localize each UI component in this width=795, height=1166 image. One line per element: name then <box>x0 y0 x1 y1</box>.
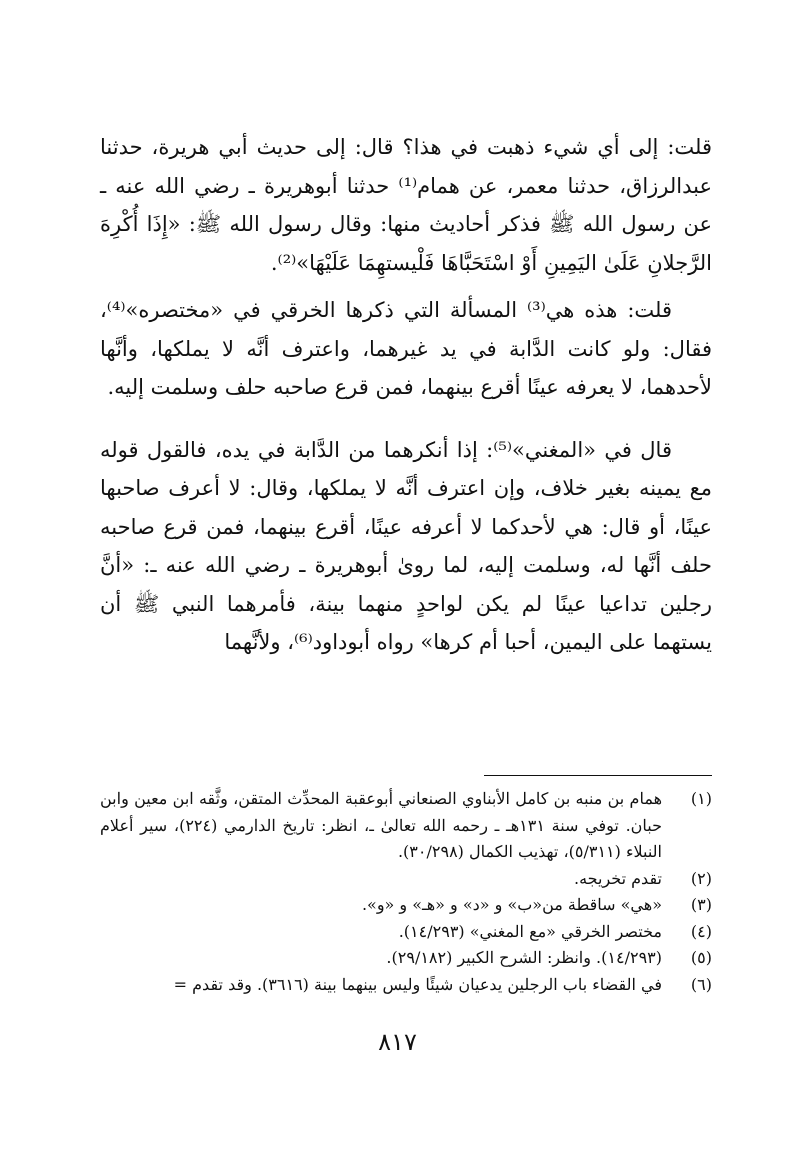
footnote-text: في القضاء باب الرجلين يدعيان شيئًا وليس بينهما بينة (٣٦١٦). وقد تقدم = <box>173 974 662 994</box>
footnote-number: (٢) <box>690 868 712 888</box>
footnote-number: (١) <box>690 789 712 808</box>
footnotes <box>100 786 712 998</box>
footnote-number: (٦) <box>690 974 712 994</box>
footnote-2 <box>100 866 712 893</box>
footnote-number: (٥) <box>690 948 712 967</box>
footnote-5 <box>100 945 712 972</box>
footnote-text: همام بن منبه بن كامل الأبناوي الصنعاني أبوعقبة المحدِّث المتقن، وثَّقه ابن معين وابن حبان. توفي سنة ١٣١هـ ـ رحمه الله تعالىٰ ـ، انظر: تاريخ الدارمي (٢٢٤)، سير أعلام النبلاء (٥/٣١١)، تهذيب الكمال (٣٠/٢٩٨). <box>100 789 663 861</box>
footnote-text: تقدم تخريجه. <box>574 868 662 888</box>
footnote-3 <box>100 892 712 919</box>
footnote-6 <box>100 972 712 999</box>
footnote-text: «هي» ساقطة من«ب» و «د» و «هـ» و «و». <box>361 895 662 914</box>
footnote-separator <box>484 775 712 776</box>
footnote-1 <box>100 786 712 866</box>
main-text <box>100 128 712 662</box>
paragraph-3: قال في «المغني»⁽⁵⁾: إذا أنكرهما من الدَّابة في يده، فالقول قوله مع يمينه بغير خلاف، وإن اعترف أنَّه لا يملكها، وقال: لا أعرف صاحبها عينًا، أو قال: هي لأحدكما لا أعرفه عينًا، أقرع بينهما، فمن قرع صاحبه حلف أنَّها له، وسلمت إليه، لما روىٰ أبوهريرة ـ رضي الله عنه ـ: «أنَّ رجلين تداعيا عينًا لم يكن لواحدٍ منهما بينة، فأمرهما النبي ﷺ أن يستهما على اليمين، أحبا أم كرها» رواه أبوداود⁽⁶⁾، ولأنَّهما <box>100 437 712 654</box>
footnote-text: مختصر الخرقي «مع المغني» (١٤/٢٩٣). <box>398 921 662 941</box>
footnote-number: (٣) <box>690 895 712 914</box>
footnote-number: (٤) <box>690 921 712 941</box>
page-number: ٨١٧ <box>378 1028 417 1056</box>
footnote-4 <box>100 919 712 946</box>
paragraph-1: قلت: إلى أي شيء ذهبت في هذا؟ قال: إلى حديث أبي هريرة، حدثنا عبدالرزاق، حدثنا معمر، عن همام⁽¹⁾ حدثنا أبوهريرة ـ رضي الله عنه ـ عن رسول الله ﷺ فذكر أحاديث منها: وقال رسول الله ﷺ: «إِذَا أُكْرِهَ الرَّجلانِ عَلَىٰ اليَمِينِ أَوْ اسْتَحَبَّاهَا فَلْيستهِمَا عَلَيْهَا»⁽²⁾. <box>100 135 713 275</box>
paragraph-2: قلت: هذه هي⁽³⁾ المسألة التي ذكرها الخرقي في «مختصره»⁽⁴⁾، فقال: ولو كانت الدَّابة في يد غيرهما، واعترف أنَّه لا يملكها، وأنَّها لأحدهما، لا يعرفه عينًا أقرع بينهما، فمن قرع صاحبه حلف وسلمت إليه. <box>100 298 712 399</box>
footnote-text: (١٤/٢٩٣). وانظر: الشرح الكبير (٢٩/١٨٢). <box>386 948 662 967</box>
